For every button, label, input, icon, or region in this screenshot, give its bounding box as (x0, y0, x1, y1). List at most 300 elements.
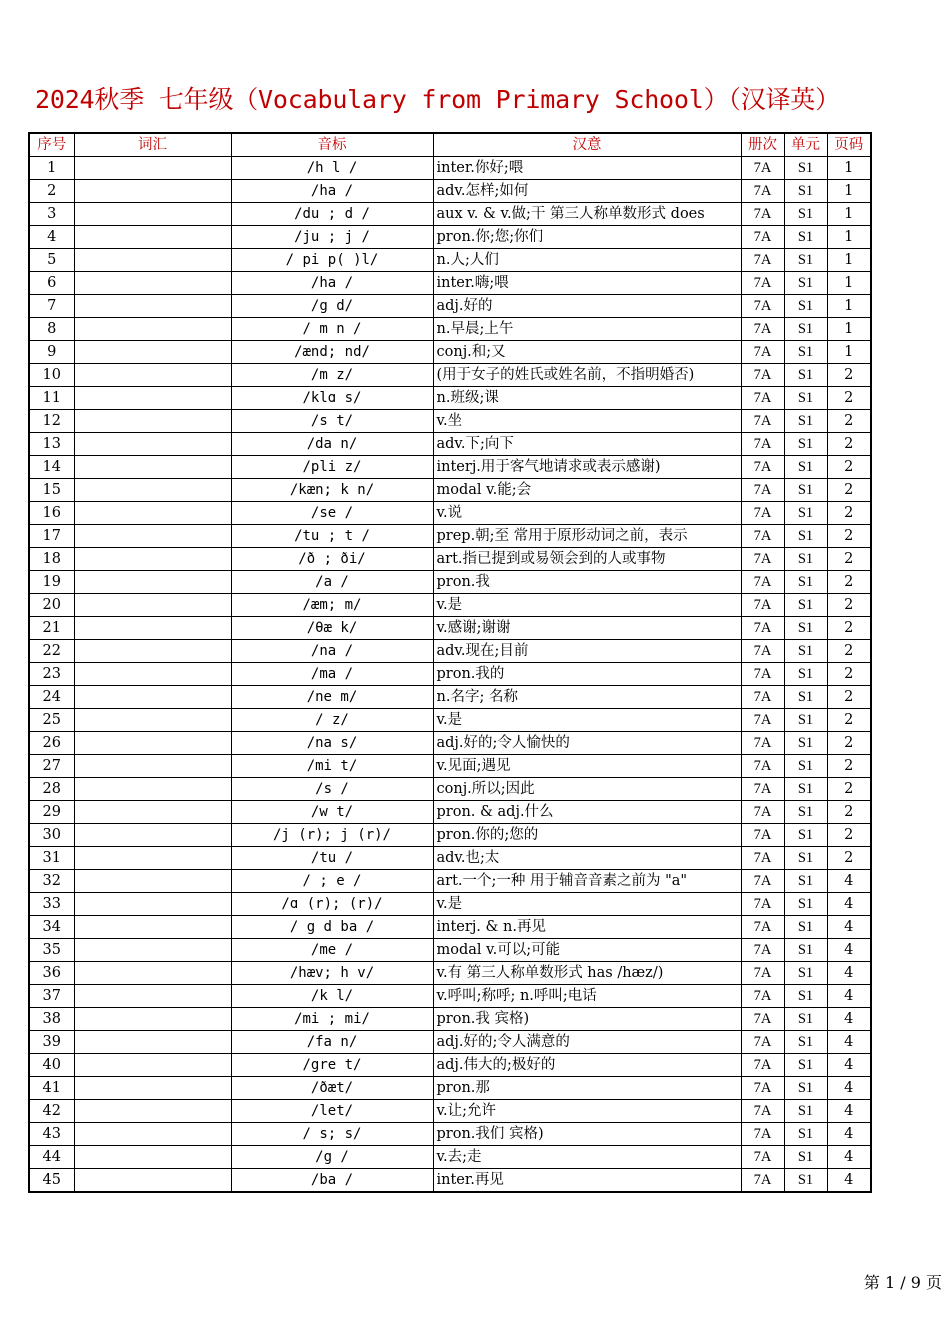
table-row (29, 824, 871, 847)
cell-phonetic: /mi t/ (231, 755, 433, 778)
cell-phonetic: /ðæt/ (231, 1077, 433, 1100)
cell-word (74, 640, 231, 663)
cell-unit: S1 (784, 456, 827, 479)
cell-word (74, 893, 231, 916)
cell-word (74, 1169, 231, 1193)
table-row (29, 893, 871, 916)
cell-num: 6 (29, 272, 74, 295)
cell-page: 1 (827, 249, 871, 272)
cell-book: 7A (741, 1077, 784, 1100)
cell-word (74, 801, 231, 824)
table-row (29, 1008, 871, 1031)
cell-word (74, 778, 231, 801)
cell-unit: S1 (784, 341, 827, 364)
cell-num: 39 (29, 1031, 74, 1054)
cell-phonetic: /na s/ (231, 732, 433, 755)
cell-unit: S1 (784, 778, 827, 801)
cell-page: 2 (827, 433, 871, 456)
cell-page: 1 (827, 226, 871, 249)
cell-num: 16 (29, 502, 74, 525)
cell-unit: S1 (784, 893, 827, 916)
cell-meaning: art.一个;一种 用于辅音音素之前为 "a" (433, 870, 741, 893)
table-row (29, 1169, 871, 1193)
cell-page: 4 (827, 1100, 871, 1123)
header-num: 序号 (29, 133, 74, 157)
cell-num: 17 (29, 525, 74, 548)
cell-unit: S1 (784, 157, 827, 180)
cell-meaning: (用于女子的姓氏或姓名前，不指明婚否) (433, 364, 741, 387)
cell-phonetic: /s t/ (231, 410, 433, 433)
cell-phonetic: /a / (231, 571, 433, 594)
cell-book: 7A (741, 732, 784, 755)
cell-unit: S1 (784, 502, 827, 525)
cell-book: 7A (741, 249, 784, 272)
cell-meaning: art.指已提到或易领会到的人或事物 (433, 548, 741, 571)
table-row (29, 962, 871, 985)
cell-page: 4 (827, 985, 871, 1008)
cell-num: 43 (29, 1123, 74, 1146)
cell-phonetic: /g / (231, 1146, 433, 1169)
cell-num: 18 (29, 548, 74, 571)
cell-num: 44 (29, 1146, 74, 1169)
cell-phonetic: /gre t/ (231, 1054, 433, 1077)
cell-phonetic: /da n/ (231, 433, 433, 456)
table-row (29, 203, 871, 226)
cell-page: 2 (827, 548, 871, 571)
table-row (29, 640, 871, 663)
cell-unit: S1 (784, 640, 827, 663)
cell-phonetic: /ha / (231, 272, 433, 295)
cell-phonetic: /j (r); j (r)/ (231, 824, 433, 847)
cell-word (74, 295, 231, 318)
cell-meaning: pron.我的 (433, 663, 741, 686)
cell-meaning: adj.伟大的;极好的 (433, 1054, 741, 1077)
cell-phonetic: /ba / (231, 1169, 433, 1193)
cell-page: 4 (827, 893, 871, 916)
cell-page: 1 (827, 157, 871, 180)
cell-page: 4 (827, 1008, 871, 1031)
cell-word (74, 456, 231, 479)
cell-phonetic: /na / (231, 640, 433, 663)
cell-book: 7A (741, 939, 784, 962)
cell-phonetic: / z/ (231, 709, 433, 732)
table-body (29, 157, 871, 1193)
cell-num: 26 (29, 732, 74, 755)
page-number: 第 1 / 9 页 (863, 1273, 942, 1292)
cell-num: 20 (29, 594, 74, 617)
cell-meaning: pron. & adj.什么 (433, 801, 741, 824)
cell-meaning: inter.嗨;喂 (433, 272, 741, 295)
cell-book: 7A (741, 525, 784, 548)
cell-word (74, 226, 231, 249)
cell-page: 4 (827, 916, 871, 939)
cell-book: 7A (741, 226, 784, 249)
cell-book: 7A (741, 410, 784, 433)
cell-unit: S1 (784, 272, 827, 295)
cell-meaning: pron.我 (433, 571, 741, 594)
cell-phonetic: /k l/ (231, 985, 433, 1008)
table-row (29, 1077, 871, 1100)
cell-phonetic: /ha / (231, 180, 433, 203)
cell-num: 42 (29, 1100, 74, 1123)
cell-word (74, 617, 231, 640)
cell-word (74, 1054, 231, 1077)
cell-phonetic: / pi p( )l/ (231, 249, 433, 272)
cell-book: 7A (741, 617, 784, 640)
table-row (29, 295, 871, 318)
cell-meaning: v.有 第三人称单数形式 has /hæz/) (433, 962, 741, 985)
cell-unit: S1 (784, 433, 827, 456)
cell-num: 15 (29, 479, 74, 502)
cell-word (74, 1031, 231, 1054)
cell-meaning: inter.再见 (433, 1169, 741, 1193)
table-row (29, 663, 871, 686)
cell-book: 7A (741, 180, 784, 203)
cell-num: 22 (29, 640, 74, 663)
cell-num: 27 (29, 755, 74, 778)
cell-book: 7A (741, 157, 784, 180)
cell-phonetic: /θæ k/ (231, 617, 433, 640)
cell-book: 7A (741, 893, 784, 916)
cell-num: 24 (29, 686, 74, 709)
table-row (29, 686, 871, 709)
table-row (29, 318, 871, 341)
cell-meaning: modal v.可以;可能 (433, 939, 741, 962)
cell-page: 2 (827, 479, 871, 502)
cell-meaning: interj.用于客气地请求或表示感谢) (433, 456, 741, 479)
cell-num: 7 (29, 295, 74, 318)
cell-unit: S1 (784, 824, 827, 847)
cell-page: 2 (827, 663, 871, 686)
cell-meaning: pron.你;您;你们 (433, 226, 741, 249)
cell-page: 2 (827, 847, 871, 870)
cell-num: 37 (29, 985, 74, 1008)
cell-page: 4 (827, 1169, 871, 1193)
table-row (29, 939, 871, 962)
cell-page: 4 (827, 1077, 871, 1100)
cell-word (74, 824, 231, 847)
cell-book: 7A (741, 1169, 784, 1193)
table-row (29, 617, 871, 640)
cell-unit: S1 (784, 916, 827, 939)
cell-word (74, 525, 231, 548)
header-phonetic: 音标 (231, 133, 433, 157)
cell-unit: S1 (784, 318, 827, 341)
cell-num: 33 (29, 893, 74, 916)
table-row (29, 341, 871, 364)
table-row (29, 1146, 871, 1169)
cell-book: 7A (741, 778, 784, 801)
cell-page: 2 (827, 387, 871, 410)
cell-word (74, 548, 231, 571)
cell-phonetic: /s / (231, 778, 433, 801)
cell-page: 2 (827, 640, 871, 663)
cell-word (74, 1123, 231, 1146)
cell-page: 4 (827, 1123, 871, 1146)
cell-page: 4 (827, 939, 871, 962)
cell-phonetic: /ð ; ði/ (231, 548, 433, 571)
cell-meaning: interj. & n.再见 (433, 916, 741, 939)
cell-phonetic: / s; s/ (231, 1123, 433, 1146)
table-row (29, 847, 871, 870)
cell-meaning: v.是 (433, 709, 741, 732)
cell-unit: S1 (784, 686, 827, 709)
cell-unit: S1 (784, 180, 827, 203)
table-row (29, 180, 871, 203)
cell-page: 2 (827, 456, 871, 479)
cell-book: 7A (741, 479, 784, 502)
cell-num: 32 (29, 870, 74, 893)
cell-num: 10 (29, 364, 74, 387)
cell-phonetic: /h l / (231, 157, 433, 180)
cell-page: 2 (827, 778, 871, 801)
cell-word (74, 157, 231, 180)
cell-unit: S1 (784, 1031, 827, 1054)
table-row (29, 548, 871, 571)
cell-phonetic: / m n / (231, 318, 433, 341)
cell-unit: S1 (784, 617, 827, 640)
cell-unit: S1 (784, 801, 827, 824)
cell-book: 7A (741, 801, 784, 824)
cell-unit: S1 (784, 387, 827, 410)
cell-meaning: pron.你的;您的 (433, 824, 741, 847)
cell-page: 1 (827, 341, 871, 364)
cell-phonetic: /klɑ s/ (231, 387, 433, 410)
cell-book: 7A (741, 663, 784, 686)
table-row (29, 410, 871, 433)
cell-meaning: adv.现在;目前 (433, 640, 741, 663)
cell-meaning: n.人;人们 (433, 249, 741, 272)
cell-page: 2 (827, 594, 871, 617)
cell-meaning: conj.所以;因此 (433, 778, 741, 801)
cell-num: 4 (29, 226, 74, 249)
cell-word (74, 318, 231, 341)
header-page: 页码 (827, 133, 871, 157)
cell-page: 1 (827, 203, 871, 226)
cell-word (74, 433, 231, 456)
cell-page: 1 (827, 180, 871, 203)
cell-unit: S1 (784, 410, 827, 433)
table-row (29, 985, 871, 1008)
cell-num: 34 (29, 916, 74, 939)
cell-page: 2 (827, 824, 871, 847)
cell-meaning: v.见面;遇见 (433, 755, 741, 778)
cell-phonetic: /æm; m/ (231, 594, 433, 617)
cell-meaning: v.去;走 (433, 1146, 741, 1169)
cell-word (74, 686, 231, 709)
cell-meaning: pron.我 宾格) (433, 1008, 741, 1031)
table-row (29, 870, 871, 893)
cell-page: 2 (827, 364, 871, 387)
cell-word (74, 180, 231, 203)
cell-phonetic: / ; e / (231, 870, 433, 893)
cell-page: 4 (827, 870, 871, 893)
table-row (29, 433, 871, 456)
cell-page: 2 (827, 525, 871, 548)
cell-word (74, 410, 231, 433)
table-row (29, 364, 871, 387)
cell-num: 35 (29, 939, 74, 962)
cell-num: 13 (29, 433, 74, 456)
cell-unit: S1 (784, 709, 827, 732)
cell-num: 28 (29, 778, 74, 801)
cell-book: 7A (741, 1054, 784, 1077)
cell-unit: S1 (784, 249, 827, 272)
cell-phonetic: /me / (231, 939, 433, 962)
cell-book: 7A (741, 433, 784, 456)
cell-num: 5 (29, 249, 74, 272)
header-book: 册次 (741, 133, 784, 157)
cell-book: 7A (741, 272, 784, 295)
cell-num: 9 (29, 341, 74, 364)
cell-page: 2 (827, 410, 871, 433)
cell-page: 2 (827, 801, 871, 824)
cell-book: 7A (741, 1031, 784, 1054)
cell-num: 19 (29, 571, 74, 594)
cell-word (74, 709, 231, 732)
cell-num: 38 (29, 1008, 74, 1031)
cell-word (74, 502, 231, 525)
cell-meaning: v.让;允许 (433, 1100, 741, 1123)
table-row (29, 479, 871, 502)
cell-meaning: inter.你好;喂 (433, 157, 741, 180)
cell-phonetic: /ænd; nd/ (231, 341, 433, 364)
table-row (29, 387, 871, 410)
cell-num: 3 (29, 203, 74, 226)
cell-word (74, 985, 231, 1008)
cell-phonetic: /pli z/ (231, 456, 433, 479)
page-title: 2024秋季 七年级（Vocabulary from Primary School）（汉译英） (35, 85, 840, 114)
table-row (29, 801, 871, 824)
cell-num: 23 (29, 663, 74, 686)
cell-meaning: adv.也;太 (433, 847, 741, 870)
cell-unit: S1 (784, 548, 827, 571)
cell-phonetic: /hæv; h v/ (231, 962, 433, 985)
cell-page: 4 (827, 1054, 871, 1077)
cell-num: 21 (29, 617, 74, 640)
table-row (29, 594, 871, 617)
table-row (29, 755, 871, 778)
table-row (29, 709, 871, 732)
header-word: 词汇 (74, 133, 231, 157)
cell-book: 7A (741, 1008, 784, 1031)
cell-meaning: adj.好的;令人满意的 (433, 1031, 741, 1054)
cell-unit: S1 (784, 1008, 827, 1031)
cell-unit: S1 (784, 1123, 827, 1146)
cell-book: 7A (741, 548, 784, 571)
cell-unit: S1 (784, 1169, 827, 1193)
cell-unit: S1 (784, 1077, 827, 1100)
cell-phonetic: /tu / (231, 847, 433, 870)
cell-book: 7A (741, 594, 784, 617)
cell-num: 14 (29, 456, 74, 479)
cell-phonetic: /ju ; j / (231, 226, 433, 249)
header-unit: 单元 (784, 133, 827, 157)
cell-meaning: v.是 (433, 594, 741, 617)
cell-unit: S1 (784, 755, 827, 778)
cell-unit: S1 (784, 203, 827, 226)
cell-meaning: n.名字; 名称 (433, 686, 741, 709)
cell-phonetic: /tu ; t / (231, 525, 433, 548)
cell-book: 7A (741, 203, 784, 226)
header-meaning: 汉意 (433, 133, 741, 157)
cell-meaning: v.坐 (433, 410, 741, 433)
cell-word (74, 870, 231, 893)
cell-phonetic: /ma / (231, 663, 433, 686)
cell-page: 2 (827, 571, 871, 594)
cell-phonetic: /mi ; mi/ (231, 1008, 433, 1031)
cell-unit: S1 (784, 985, 827, 1008)
cell-phonetic: /m z/ (231, 364, 433, 387)
cell-book: 7A (741, 571, 784, 594)
cell-meaning: aux v. & v.做;干 第三人称单数形式 does (433, 203, 741, 226)
cell-meaning: v.是 (433, 893, 741, 916)
cell-unit: S1 (784, 226, 827, 249)
cell-word (74, 341, 231, 364)
cell-unit: S1 (784, 479, 827, 502)
cell-unit: S1 (784, 571, 827, 594)
cell-book: 7A (741, 364, 784, 387)
cell-word (74, 594, 231, 617)
table-row (29, 226, 871, 249)
cell-meaning: adv.怎样;如何 (433, 180, 741, 203)
cell-num: 11 (29, 387, 74, 410)
cell-book: 7A (741, 686, 784, 709)
cell-phonetic: /se / (231, 502, 433, 525)
cell-word (74, 847, 231, 870)
cell-meaning: adj.好的;令人愉快的 (433, 732, 741, 755)
cell-book: 7A (741, 870, 784, 893)
cell-word (74, 663, 231, 686)
cell-unit: S1 (784, 364, 827, 387)
vocabulary-table (28, 132, 872, 1193)
cell-book: 7A (741, 847, 784, 870)
cell-book: 7A (741, 341, 784, 364)
cell-num: 12 (29, 410, 74, 433)
cell-word (74, 249, 231, 272)
table-row (29, 525, 871, 548)
cell-num: 2 (29, 180, 74, 203)
cell-book: 7A (741, 318, 784, 341)
cell-phonetic: /g d/ (231, 295, 433, 318)
table-row (29, 778, 871, 801)
cell-unit: S1 (784, 1146, 827, 1169)
cell-meaning: conj.和;又 (433, 341, 741, 364)
cell-book: 7A (741, 962, 784, 985)
cell-page: 2 (827, 709, 871, 732)
cell-meaning: v.说 (433, 502, 741, 525)
cell-meaning: adj.好的 (433, 295, 741, 318)
cell-phonetic: /kæn; k n/ (231, 479, 433, 502)
cell-word (74, 364, 231, 387)
cell-page: 1 (827, 272, 871, 295)
cell-unit: S1 (784, 594, 827, 617)
cell-num: 25 (29, 709, 74, 732)
cell-word (74, 1146, 231, 1169)
table-row (29, 456, 871, 479)
cell-book: 7A (741, 1123, 784, 1146)
cell-meaning: pron.我们 宾格) (433, 1123, 741, 1146)
cell-num: 1 (29, 157, 74, 180)
cell-word (74, 916, 231, 939)
cell-book: 7A (741, 985, 784, 1008)
table-row (29, 1031, 871, 1054)
cell-word (74, 272, 231, 295)
cell-num: 31 (29, 847, 74, 870)
cell-num: 36 (29, 962, 74, 985)
cell-page: 2 (827, 755, 871, 778)
table-header-row (29, 133, 871, 157)
